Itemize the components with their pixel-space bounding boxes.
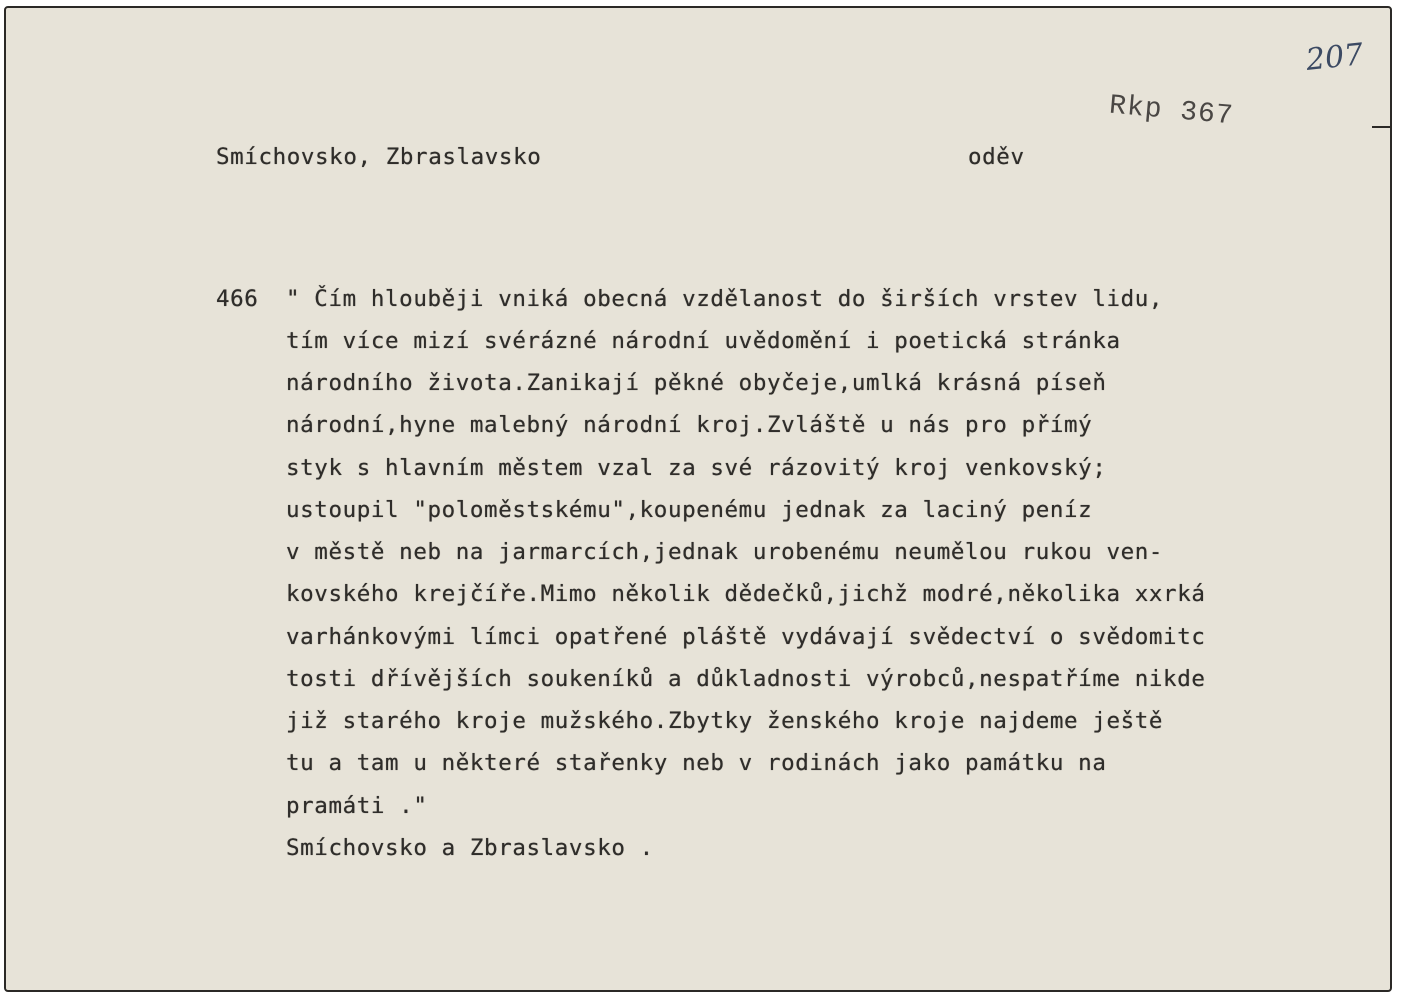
body-line-9: varhánkovými límci opatřené pláště vydávají svědectví o svědomitc [286, 624, 1206, 650]
archive-card [4, 6, 1392, 992]
body-line-6: ustoupil "poloměstskému",koupenému jednak za laciný peníz [286, 497, 1093, 523]
body-line-2: tím více mizí svérázné národní uvědomění i poetická stránka [286, 328, 1121, 354]
edge-mark [1372, 126, 1390, 128]
region-heading: Smíchovsko, Zbraslavsko [216, 144, 542, 170]
source-line: Smíchovsko a Zbraslavsko . [286, 835, 654, 861]
body-line-3: národního života.Zanikají pěkné obyčeje,umlká krásná píseň [286, 370, 1107, 396]
category-label: oděv [968, 144, 1025, 170]
body-line-7: v městě neb na jarmarcích,jednak urobenému neumělou rukou ven- [286, 539, 1164, 565]
body-line-11: již starého kroje mužského.Zbytky ženského kroje najdeme ještě [286, 708, 1164, 734]
body-line-4: národní,hyne malebný národní kroj.Zvláště u nás pro přímý [286, 412, 1093, 438]
body-line-1: " Čím hlouběji vniká obecná vzdělanost do širších vrstev lidu, [286, 286, 1164, 312]
entry-number: 466 [216, 286, 259, 312]
body-line-10: tosti dřívějších soukeníků a důkladnosti výrobců,nespatříme nikde [286, 666, 1206, 692]
archive-stamp: Rkp 367 [1107, 90, 1235, 133]
page-number: 207 [1304, 37, 1365, 78]
body-line-12: tu a tam u některé stařenky neb v rodinách jako památku na [286, 750, 1107, 776]
body-line-8: kovského krejčíře.Mimo několik dědečků,jichž modré,několika xxrká [286, 581, 1206, 607]
body-line-13: pramáti ." [286, 793, 428, 819]
body-line-5: styk s hlavním městem vzal za své rázovitý kroj venkovský; [286, 455, 1107, 481]
